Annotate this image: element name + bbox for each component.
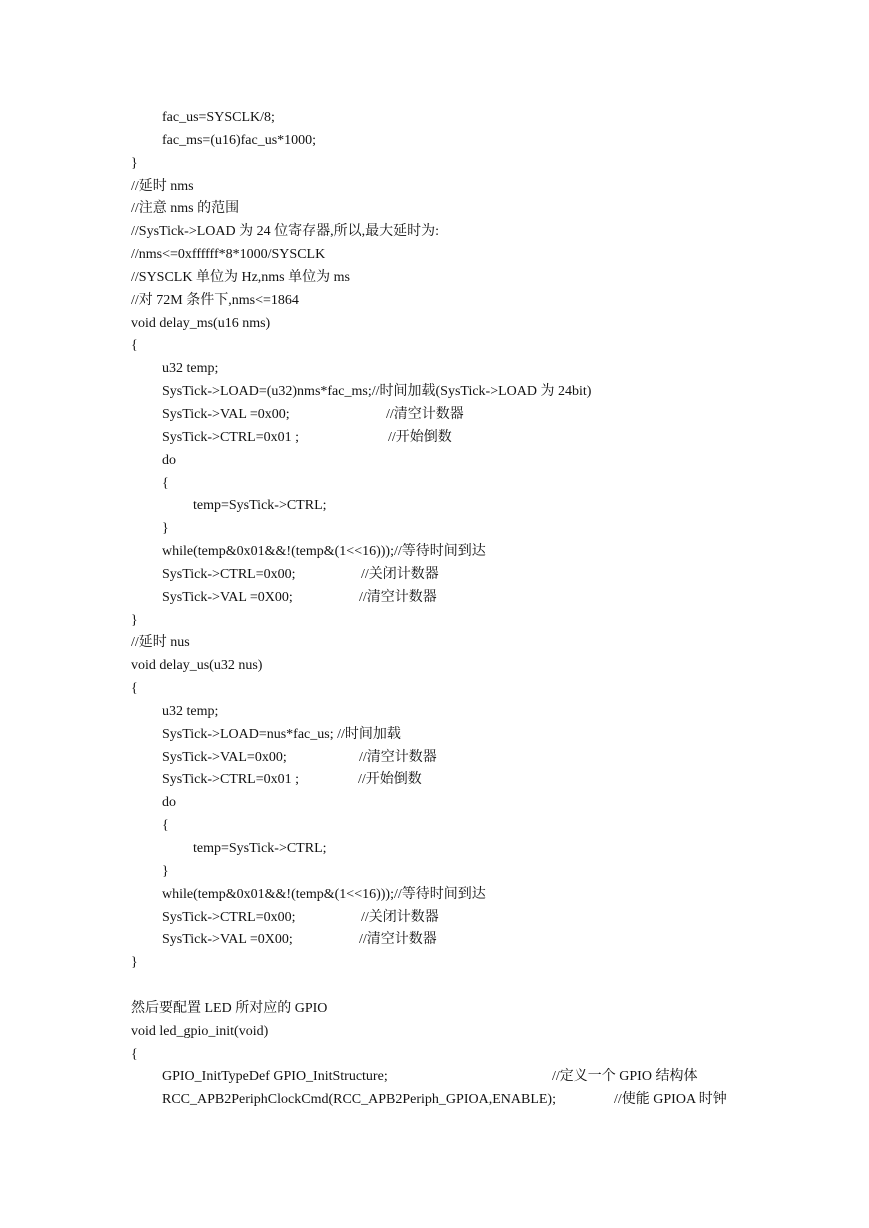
code-line: } — [162, 521, 169, 537]
comment-line: //注意 nms 的范围 — [131, 201, 240, 217]
code-statement: SysTick->CTRL=0x00; — [162, 909, 296, 925]
code-line: } — [162, 863, 169, 879]
comment-line: //对 72M 条件下,nms<=1864 — [131, 292, 299, 308]
code-line: } — [131, 155, 138, 171]
code-line — [131, 427, 831, 450]
code-comment: //开始倒数 — [388, 429, 452, 445]
code-comment: //清空计数器 — [359, 749, 437, 765]
comment-line: //延时 nms — [131, 178, 194, 194]
code-line — [131, 404, 831, 427]
code-statement: RCC_APB2PeriphClockCmd(RCC_APB2Periph_GPIOA,ENABLE); — [162, 1092, 556, 1108]
code-line: { — [162, 818, 169, 834]
code-line: SysTick->LOAD=(u32)nms*fac_ms;//时间加载(SysTick->LOAD 为 24bit) — [162, 384, 592, 400]
code-statement: SysTick->CTRL=0x01 ; — [162, 772, 300, 788]
blank-line — [131, 975, 831, 998]
code-line: while(temp&0x01&&!(temp&(1<<16)));//等待时间到达 — [162, 886, 486, 902]
function-signature: void led_gpio_init(void) — [131, 1023, 269, 1039]
code-statement: SysTick->VAL =0X00; — [162, 932, 293, 948]
code-line — [131, 587, 831, 610]
comment-line: //SYSCLK 单位为 Hz,nms 单位为 ms — [131, 269, 350, 285]
code-comment: //关闭计数器 — [361, 566, 439, 582]
comment-line: //SysTick->LOAD 为 24 位寄存器,所以,最大延时为: — [131, 224, 440, 240]
code-comment: //开始倒数 — [358, 772, 422, 788]
function-signature: void delay_us(u32 nus) — [131, 658, 263, 674]
code-statement: SysTick->VAL =0X00; — [162, 589, 293, 605]
code-listing — [131, 107, 831, 1112]
code-line: do — [162, 795, 176, 811]
code-line — [131, 1066, 831, 1089]
code-line: { — [131, 338, 138, 354]
code-statement: SysTick->CTRL=0x01 ; — [162, 429, 300, 445]
code-line: fac_us=SYSCLK/8; — [162, 110, 275, 125]
code-line: { — [131, 1046, 138, 1062]
code-line — [131, 747, 831, 770]
code-line: u32 temp; — [162, 703, 219, 719]
paragraph-text: 然后要配置 LED 所对应的 GPIO — [131, 1000, 328, 1016]
comment-line: //nms<=0xffffff*8*1000/SYSCLK — [131, 247, 326, 263]
code-statement: GPIO_InitTypeDef GPIO_InitStructure; — [162, 1069, 388, 1085]
code-line: do — [162, 452, 176, 468]
code-line: temp=SysTick->CTRL; — [193, 498, 327, 514]
code-line: temp=SysTick->CTRL; — [193, 841, 327, 856]
code-line — [131, 1089, 831, 1112]
code-line: fac_ms=(u16)fac_us*1000; — [162, 132, 317, 148]
code-statement: SysTick->VAL=0x00; — [162, 749, 287, 765]
code-line — [131, 564, 831, 587]
code-line: u32 temp; — [162, 361, 219, 377]
code-statement: SysTick->VAL =0x00; — [162, 406, 290, 422]
code-line: } — [131, 612, 138, 628]
comment-line: //延时 nus — [131, 635, 190, 651]
code-comment: //关闭计数器 — [361, 909, 439, 925]
code-line: } — [131, 955, 138, 971]
function-signature: void delay_ms(u16 nms) — [131, 315, 271, 331]
code-comment: //清空计数器 — [386, 406, 464, 422]
code-line — [131, 929, 831, 952]
code-line — [131, 907, 831, 930]
code-statement: SysTick->CTRL=0x00; — [162, 566, 296, 582]
code-line: while(temp&0x01&&!(temp&(1<<16)));//等待时间到达 — [162, 544, 486, 560]
code-line: SysTick->LOAD=nus*fac_us; //时间加载 — [162, 726, 401, 742]
code-comment: //定义一个 GPIO 结构体 — [552, 1069, 698, 1085]
code-comment: //使能 GPIOA 时钟 — [614, 1092, 727, 1108]
code-comment: //清空计数器 — [359, 589, 437, 605]
code-comment: //清空计数器 — [359, 932, 437, 948]
code-line: { — [131, 681, 138, 697]
code-line — [131, 769, 831, 792]
code-line: { — [162, 475, 169, 491]
